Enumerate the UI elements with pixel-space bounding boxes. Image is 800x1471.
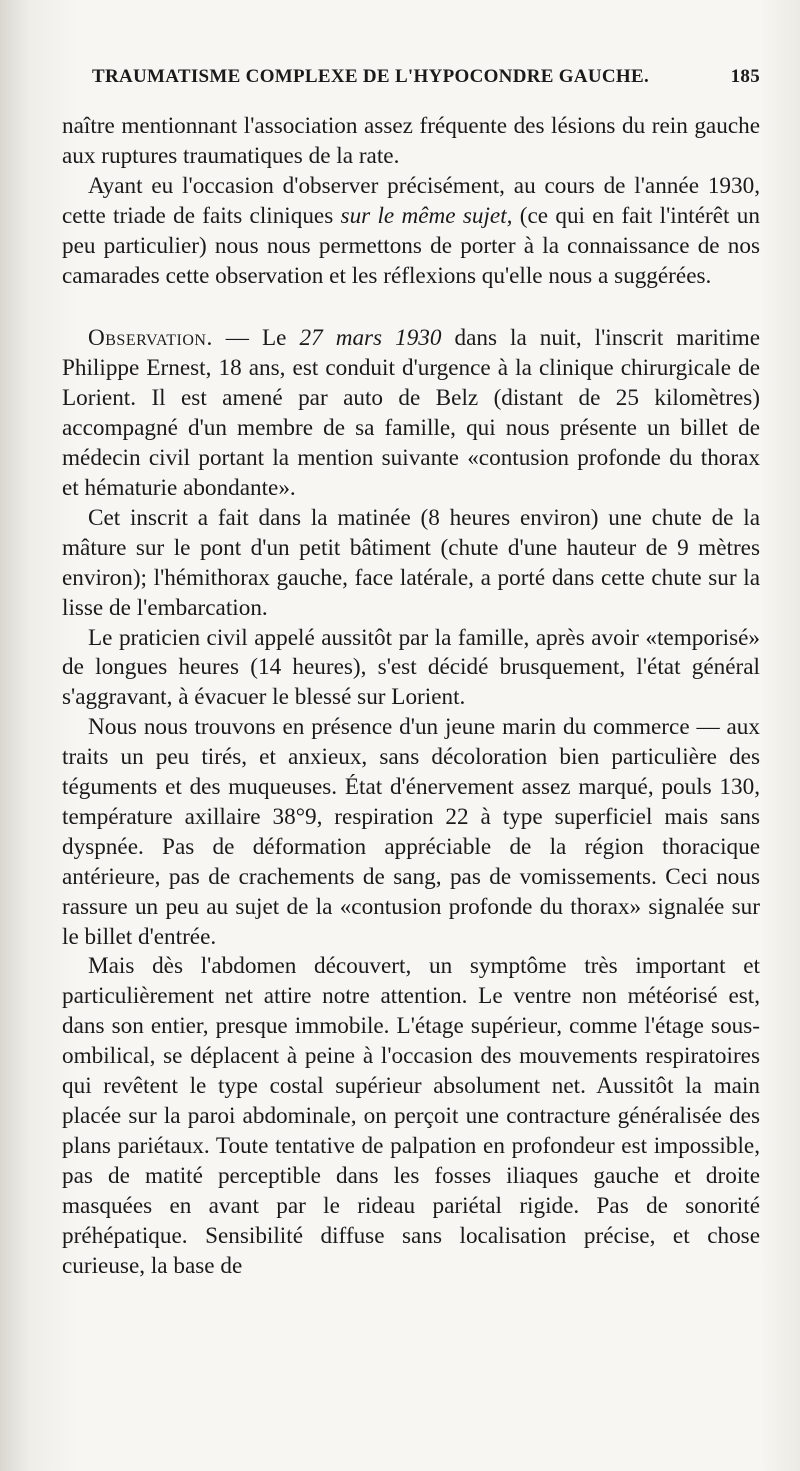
paragraph-text: (ce qui en fait l'intérêt un peu particulier) nous nous permettons de porter à la connaissance de nos camarades cette observation et les réflexions qu'elle nous a suggérées. bbox=[62, 202, 760, 289]
paragraph-text: Ayant eu l'occasion d'observer précisément, au cours de l'année 1930, cette triade de faits cliniques bbox=[62, 172, 760, 229]
running-header bbox=[92, 66, 760, 88]
paragraph-abdomen: Mais dès l'abdomen découvert, un symptôme très important et particulièrement net attire notre attention. Le ventre non météorisé est, dans son entier, presque immobile. L'étage supérieur, comme l'étage sous-ombilical, se déplacent à peine à l'occasion des mouvements respiratoires qui revêtent le type costal supérieur absolument net. Aussitôt la main placée sur la paroi abdominale, on perçoit une contracture généralisée des plans pariétaux. Toute tentative de palpation en profondeur est impossible, pas de matité perceptible dans les fosses iliaques gauche et droite masquées en avant par le rideau pariétal rigide. Pas de sonorité préhépatique. Sensibilité diffuse sans localisation précise, et chose curieuse, la base de bbox=[62, 953, 760, 1279]
observation-date: 27 mars 1930 bbox=[299, 325, 442, 352]
page-body bbox=[62, 112, 760, 1281]
paragraph-observation bbox=[62, 324, 760, 503]
observation-label: Observation. bbox=[88, 325, 213, 352]
paragraph-text: dans la nuit, l'inscrit maritime Philippe Ernest, 18 ans, est conduit d'urgence à la clinique chirurgicale de Lorient. Il est amené par auto de Belz (distant de 25 kilomètres) accompagné d'un membre de sa famille, qui nous présente un billet de médecin civil portant la mention suivante «contusion profonde du thorax et hématurie abondante». bbox=[62, 325, 760, 501]
page-number: 185 bbox=[730, 66, 760, 87]
paragraph-practitioner: Le praticien civil appelé aussitôt par la famille, après avoir «temporisé» de longues heures (14 heures), s'est décidé brusquement, l'état général s'aggravant, à évacuer le blessé sur Lorient. bbox=[62, 624, 760, 711]
running-title: TRAUMATISME COMPLEXE DE L'HYPOCONDRE GAUCHE. bbox=[92, 66, 650, 87]
paragraph-intro bbox=[62, 172, 760, 292]
paragraph-text: — Le bbox=[212, 325, 300, 352]
italic-phrase: sur le même sujet, bbox=[340, 202, 513, 229]
paragraph-examination: Nous nous trouvons en présence d'un jeune marin du commerce — aux traits un peu tirés, et anxieux, sans décoloration bien particulière des téguments et des muqueuses. État d'énervement assez marqué, pouls 130, température axillaire 38°9, respiration 22 à type superficiel mais sans dyspnée. Pas de déformation appréciable de la région thoracique antérieure, pas de crachements de sang, pas de vomissements. Ceci nous rassure un peu au sujet de la «contusion profonde du thorax» signalée sur le billet d'entrée. bbox=[62, 714, 760, 950]
paragraph-fall: Cet inscrit a fait dans la matinée (8 heures environ) une chute de la mâture sur le pont d'un petit bâtiment (chute d'une hauteur de 9 mètres environ); l'hémithorax gauche, face latérale, a porté dans cette chute sur la lisse de l'embarcation. bbox=[62, 504, 760, 621]
paragraph-continuation: naître mentionnant l'association assez fréquente des lésions du rein gauche aux ruptures traumatiques de la rate. bbox=[62, 113, 760, 169]
